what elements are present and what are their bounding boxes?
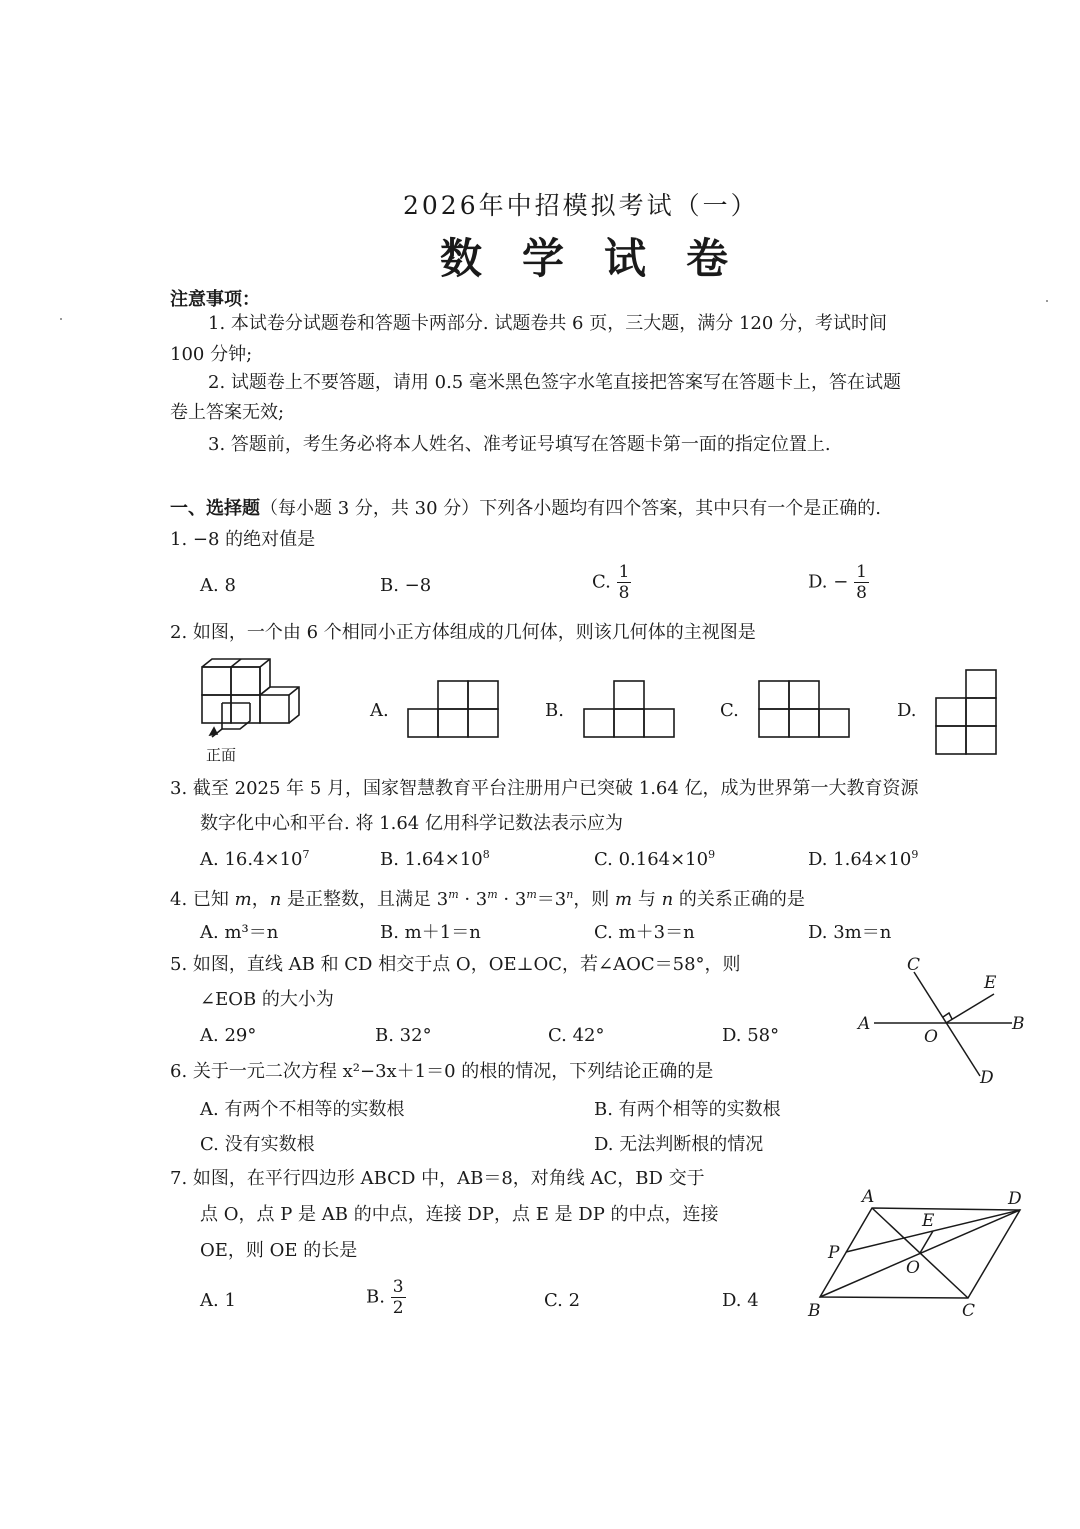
right-angle-mark [943,1013,952,1019]
front-arrow-head [210,728,217,735]
variable-m: m [234,889,252,910]
q4-stem-part: 是正整数，且满足 3 [281,889,449,910]
q3-option-d-base: D. 1.64×10 [808,849,912,870]
q5-option-c: C. 42° [548,1025,605,1046]
q2-option-a: A. [370,700,389,721]
q4-stem-part: · 3 [458,889,488,910]
line-CD [914,972,980,1076]
label-P: P [828,1243,840,1263]
notice-heading: 注意事项： [170,289,260,310]
q3-option-a-base: A. 16.4×10 [200,849,303,870]
q4-option-b: B. m＋1＝n [380,922,481,943]
section-1-title: 一、选择题 [170,498,260,519]
q6-option-c: C. 没有实数根 [200,1134,315,1155]
q4-option-d: D. 3m＝n [808,922,892,943]
q1-option-c-fraction [617,562,632,603]
q5-option-a: A. 29° [200,1025,257,1046]
q6-stem: 6. 关于一元二次方程 x²−3x＋1＝0 的根的情况，下列结论正确的是 [170,1061,714,1082]
q3-option-c-exponent: 9 [708,848,716,861]
exponent-m: m [526,888,537,901]
ray-OE [946,994,994,1023]
q6-option-b: B. 有两个相等的实数根 [594,1099,781,1120]
q4-stem-part: ＝3 [536,889,567,910]
q3-option-a-exponent: 7 [302,848,310,861]
label-A: A [858,1014,871,1034]
notice-item-2: 2. 试题卷上不要答题，请用 0.5 毫米黑色签字水笔直接把答案写在答题卡上，答在试题 [208,372,901,393]
notice-item-1-cont: 100 分钟; [170,344,253,365]
scan-speck [1046,300,1048,302]
section-1-heading [170,494,881,520]
q4-option-c: C. m＋3＝n [594,922,695,943]
label-D: D [1008,1189,1022,1209]
q2-option-c-view [757,680,853,740]
q7-option-d: D. 4 [722,1290,759,1311]
section-1-instructions: （每小题 3 分，共 30 分）下列各小题均有四个答案，其中只有一个是正确的. [260,498,881,519]
exam-title: 2026年中招模拟考试（一） [403,191,759,220]
label-E: E [922,1211,935,1231]
cube-right-edges [260,687,299,723]
fraction-numerator: 1 [618,562,630,582]
q7-option-c: C. 2 [544,1290,581,1311]
q1-option-a: A. 8 [200,575,236,596]
q2-option-a-view [406,680,502,740]
q5-stem-line-1: 5. 如图，直线 AB 和 CD 相交于点 O，OE⊥OC，若∠AOC＝58°，则 [170,954,741,975]
cube-face [231,695,260,723]
label-C: C [907,955,921,975]
q7-option-b-label: B. [366,1286,385,1308]
q4-option-a: A. m³＝n [200,922,279,943]
q2-option-d-view [934,668,1000,756]
label-A: A [862,1187,875,1207]
q2-option-b: B. [545,700,564,721]
q2-front-label: 正面 [206,746,237,764]
q7-stem-line-1: 7. 如图，在平行四边形 ABCD 中，AB＝8，对角线 AC，BD 交于 [170,1168,705,1189]
q2-stem: 2. 如图，一个由 6 个相同小正方体组成的几何体，则该几何体的主视图是 [170,622,756,643]
q3-option-b-base: B. 1.64×10 [380,849,483,870]
q3-option-b-exponent: 8 [482,848,490,861]
q1-option-c-label: C. [592,571,611,593]
q4-stem-part: · 3 [497,889,527,910]
fraction-denominator: 2 [392,1298,404,1318]
q1-option-b: B. −8 [380,575,432,596]
q3-option-a [200,848,310,870]
q6-option-a: A. 有两个不相等的实数根 [200,1099,405,1120]
q3-option-b [380,848,490,870]
q4-stem-part: ， [251,889,270,910]
q5-option-b: B. 32° [375,1025,432,1046]
fraction-denominator: 8 [618,583,630,603]
q4-stem-part: ，则 [573,889,616,910]
label-O: O [924,1027,938,1047]
q5-option-d: D. 58° [722,1025,780,1046]
q1-option-d-fraction [854,562,869,603]
q4-stem-part: 4. 已知 [170,889,235,910]
label-O: O [906,1258,920,1278]
q4-stem-part: 的关系正确的是 [673,889,805,910]
label-C: C [962,1301,976,1321]
q1-option-d-label: D. − [808,571,849,593]
q3-option-d [808,848,918,870]
q1-option-d [808,562,869,603]
fraction-denominator: 8 [856,583,867,603]
q3-stem-line-1: 3. 截至 2025 年 5 月，国家智慧教育平台注册用户已突破 1.64 亿，成为世界第一大教育资源 [170,778,919,799]
exponent-n: n [566,888,574,901]
fraction-numerator: 1 [856,562,867,582]
q1-stem: 1. −8 的绝对值是 [170,529,316,550]
q2-option-b-view [582,680,678,740]
notice-item-1: 1. 本试卷分试题卷和答题卡两部分. 试题卷共 6 页，三大题，满分 120 分，考试时间 [208,313,888,334]
variable-n: n [661,889,674,910]
q7-option-b-fraction [391,1277,406,1318]
q6-option-d: D. 无法判断根的情况 [594,1134,764,1155]
q4-stem-part: 与 [632,889,662,910]
q7-option-b [366,1277,406,1318]
q3-option-c [594,848,715,870]
label-D: D [980,1068,994,1088]
cube-face [202,667,231,695]
cube-face [202,695,231,723]
q7-stem-line-2: 点 O，点 P 是 AB 的中点，连接 DP，点 E 是 DP 的中点，连接 [200,1204,719,1225]
q7-figure-parallelogram [800,1180,1040,1325]
q3-stem-line-2: 数字化中心和平台. 将 1.64 亿用科学记数法表示应为 [200,813,623,834]
notice-item-2-cont: 卷上答案无效; [170,402,285,423]
q3-option-c-base: C. 0.164×10 [594,849,709,870]
q7-stem-line-3: OE，则 OE 的长是 [200,1240,358,1261]
q5-figure-intersecting-lines [852,950,1036,1090]
q2-cube-solid-figure [196,655,308,741]
q5-stem-line-2: ∠EOB 的大小为 [200,989,334,1010]
q7-option-a: A. 1 [200,1290,236,1311]
exponent-m: m [487,888,498,901]
fraction-numerator: 3 [392,1277,404,1297]
label-E: E [984,973,997,993]
cube-face [231,667,260,695]
scan-speck [60,318,62,320]
cube-front-protrusion [222,703,250,729]
variable-m: m [615,889,633,910]
variable-n: n [269,889,282,910]
notice-item-3: 3. 答题前，考生务必将本人姓名、准考证号填写在答题卡第一面的指定位置上. [208,434,831,455]
label-B: B [808,1301,821,1321]
q3-option-d-exponent: 9 [911,848,919,861]
label-B: B [1012,1014,1025,1034]
diagonal-BD [820,1210,1020,1297]
exponent-m: m [448,888,459,901]
q2-option-c: C. [720,700,739,721]
q2-option-d: D. [897,700,917,721]
q4-stem [170,883,805,912]
subject-title: 数学试卷 [440,234,769,283]
cube-face [260,695,289,723]
q1-option-c [592,562,631,603]
